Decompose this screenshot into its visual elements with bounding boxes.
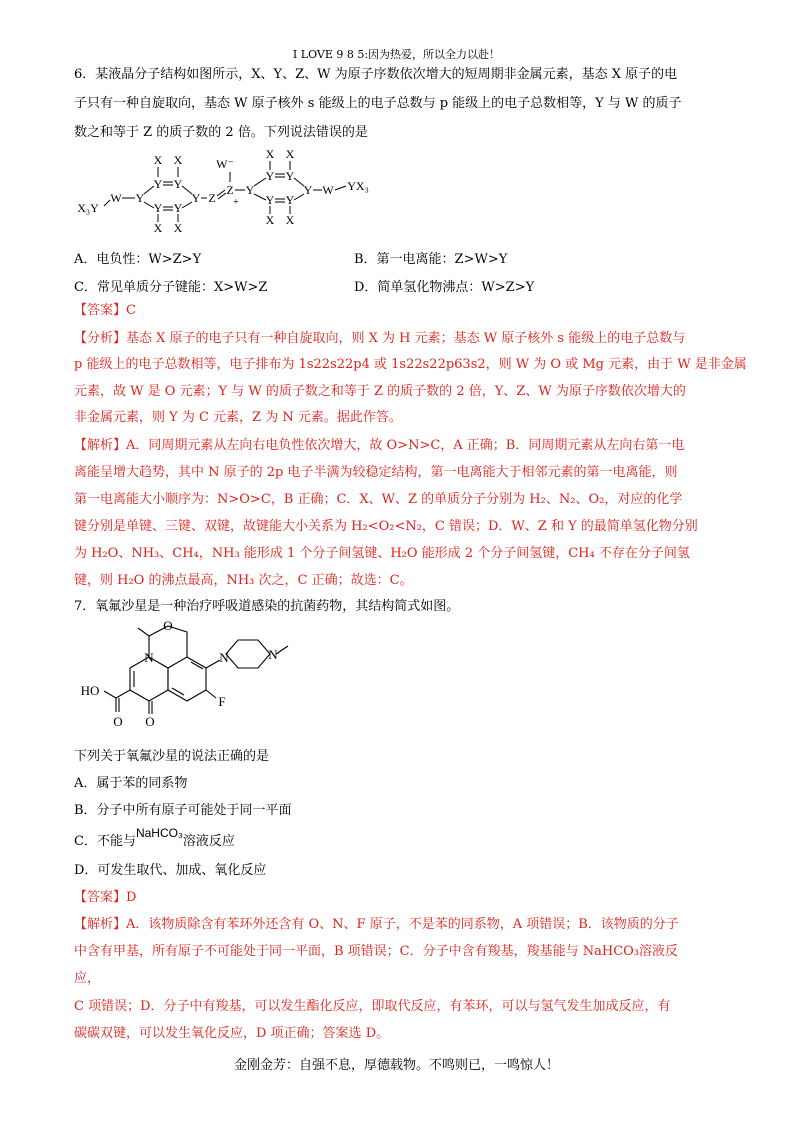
page-header: I LOVE 9 8 5:因为热爱，所以全力以赴！ [292, 48, 501, 61]
atom-label: N [219, 650, 229, 665]
atom-label: N [144, 650, 154, 665]
atom-label: Y [245, 183, 255, 197]
atom-label: X [173, 153, 183, 167]
q6-answer: 【答案】C [74, 303, 136, 318]
q6-option-c: C．常见单质分子键能：X>W>Z [74, 280, 268, 295]
q6-stem-line-3: 数之和等于 Z 的质子数的 2 倍。下列说法错误的是 [74, 125, 368, 140]
q7-explain-line-5: 碳碳双键，可以发生氧化反应，D 项正确；答案选 D。 [74, 1026, 390, 1041]
atom-label: X [173, 221, 183, 234]
atom-label: Y [135, 191, 145, 205]
atom-label: X [285, 213, 295, 227]
atom-label: Y [153, 177, 163, 191]
atom-label: N [268, 647, 278, 662]
q7-explain-line-4: C 项错误；D．分子中有羧基，可以发生酯化反应，即取代反应，有苯环，可以与氢气发生加成反应，有 [74, 999, 671, 1014]
q6-stem-line-2: 子只有一种自旋取向，基态 W 原子核外 s 能级上的电子总数与 p 能级上的电子总数相等，Y 与 W 的质子 [74, 96, 682, 111]
atom-label: W [110, 191, 122, 205]
q7-option-c-suffix: 溶液反应 [182, 834, 235, 849]
q6-molecule-structure [74, 150, 384, 234]
atom-label: Y [153, 201, 163, 215]
atom-label: + [233, 197, 239, 208]
atom-label: X [285, 150, 295, 161]
q7-explain-line-1: 【解析】A．该物质除含有苯环外还含有 O、N、F 原子，不是苯的同系物，A 项错误；B．该物质的分子 [74, 917, 679, 932]
q6-explain-line-1: 【解析】A．同周期元素从左向右电负性依次增大，故 O>N>C，A 正确；B．同周期元素从左向右第一电 [74, 438, 685, 453]
atom-label: Y [173, 177, 183, 191]
atom-label: X [153, 221, 163, 234]
q7-answer: 【答案】D [74, 890, 137, 905]
q6-explain-line-3: 第一电离能大小顺序为：N>O>C，B 正确；C．X、W、Z 的单质分子分别为 H₂、N₂、O₂，对应的化学 [74, 492, 683, 507]
q6-stem-line-1: 6．某液晶分子结构如图所示，X、Y、Z、W 为原子序数依次增大的短周期非金属元素，基态 X 原子的电 [74, 67, 678, 82]
q6-option-b: B．第一电离能：Z>W>Y [354, 252, 508, 267]
atom-label: X [265, 150, 275, 161]
q6-option-d: D．简单氢化物沸点：W>Z>Y [354, 280, 535, 295]
q7-explain-line-2: 中含有甲基，所有原子不可能处于同一平面，B 项错误；C．分子中含有羧基，羧基能与 NaHCO₃溶液反 [74, 944, 679, 959]
q6-analysis-line-2: p 能级上的电子总数相等，电子排布为 1s22s22p4 或 1s22s22p63s2，则 W 为 O 或 Mg 元素，由于 W 是非金属 [74, 357, 747, 372]
q7-ofloxacin-structure [74, 616, 314, 740]
q6-analysis-line-3: 元素，故 W 是 O 元素；Y 与 W 的质子数之和等于 Z 的质子数的 2 倍，Y、Z、W 为原子序数依次增大的 [74, 384, 686, 399]
atom-label: Y [265, 193, 275, 207]
atom-label: Y [285, 169, 295, 183]
q7-option-a: A．属于苯的同系物 [74, 776, 188, 791]
q7-question: 下列关于氧氟沙星的说法正确的是 [74, 749, 270, 764]
atom-label: X [265, 213, 275, 227]
page-footer: 金刚金芳：自强不息，厚德载物。不鸣则已，一鸣惊人！ [233, 1058, 559, 1073]
q7-option-c-prefix: C．不能与 [74, 834, 136, 849]
q6-explain-line-6: 键，则 H₂O 的沸点最高，NH₃ 次之，C 正确；故选：C。 [74, 573, 413, 588]
atom-label: Z [208, 191, 216, 205]
atom-label: X [153, 153, 163, 167]
q7-explain-line-3: 应， [74, 971, 101, 986]
q6-analysis-line-4: 非金属元素，则 Y 为 C 元素，Z 为 N 元素。据此作答。 [74, 410, 402, 425]
atom-label: Y [173, 201, 183, 215]
q7-option-b: B．分子中所有原子可能处于同一平面 [74, 803, 292, 818]
atom-label: X₃Y [77, 201, 99, 215]
atom-label: W [322, 183, 334, 197]
q6-analysis-line-1: 【分析】基态 X 原子的电子只有一种自旋取向，则 X 为 H 元素；基态 W 原子核外 s 能级上的电子总数与 [74, 331, 686, 346]
q7-stem: 7．氧氟沙星是一种治疗呼吸道感染的抗菌药物，其结构简式如图。 [74, 599, 460, 614]
atom-label: Y [191, 191, 201, 205]
q6-option-a: A．电负性：W>Z>Y [74, 252, 202, 267]
atom-label: Y [303, 183, 313, 197]
atom-label: F [218, 694, 226, 709]
atom-label: Y [285, 193, 295, 207]
atom-label: O [113, 714, 123, 729]
q7-option-c [74, 826, 235, 851]
atom-label: Z [226, 183, 234, 197]
atom-label: O [145, 714, 155, 729]
atom-label: O [163, 618, 173, 633]
q6-explain-line-2: 离能呈增大趋势，其中 N 原子的 2p 电子半满为较稳定结构，第一电离能大于相邻元素的第一电离能，则 [74, 465, 678, 480]
q6-explain-line-4: 键分别是单键、三键、双键，故键能大小关系为 H₂<O₂<N₂，C 错误；D．W、Z 和 Y 的最简单氢化物分别 [74, 519, 698, 534]
atom-label: YX₃ [347, 179, 369, 193]
q7-option-c-chem: NaHCO₃ [135, 826, 183, 840]
atom-label: W⁻ [216, 157, 234, 171]
q7-option-d: D．可发生取代、加成、氧化反应 [74, 863, 267, 878]
atom-label: HO [80, 683, 100, 698]
atom-label: Y [265, 169, 275, 183]
q6-explain-line-5: 为 H₂O、NH₃、CH₄，NH₃ 能形成 1 个分子间氢键、H₂O 能形成 2 个分子间氢键，CH₄ 不存在分子间氢 [74, 546, 690, 561]
